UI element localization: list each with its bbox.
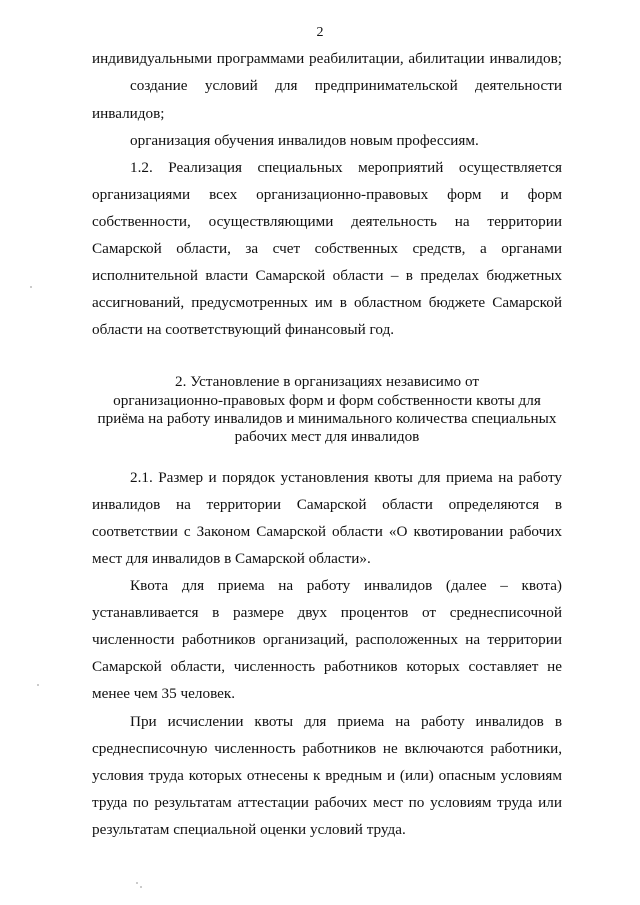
paragraph-line: устанавливается в размере двух процентов от среднесписочной (92, 604, 562, 621)
paragraph-line: результатам специальной оценки условий труда. (92, 821, 406, 838)
paragraph-line: труда по результатам аттестации рабочих мест по условиям труда или (92, 794, 562, 811)
paragraph-line: организациями всех организационно-правовых форм и форм (92, 186, 562, 203)
paragraph-line: соответствии с Законом Самарской области «О квотировании рабочих (92, 523, 562, 540)
paragraph-line: менее чем 35 человек. (92, 685, 236, 702)
paragraph-line: Самарской области, за счет собственных средств, а органами (92, 240, 562, 257)
scan-speck (140, 886, 142, 888)
paragraph-line: Квота для приема на работу инвалидов (далее – квота) (130, 577, 562, 594)
section-heading-line: 2. Установление в организациях независимо от (175, 373, 479, 390)
section-heading-line: рабочих мест для инвалидов (234, 428, 420, 445)
paragraph-line: При исчислении квоты для приема на работу инвалидов в (130, 713, 562, 730)
paragraph-line: области на соответствующий финансовый год. (92, 321, 395, 338)
paragraph-line: создание условий для предпринимательской деятельности (130, 77, 562, 94)
paragraph-line: 2.1. Размер и порядок установления квоты для приема на работу (130, 469, 562, 486)
scan-speck (37, 684, 39, 686)
paragraph-line: условия труда которых отнесены к вредным и (или) опасным условиям (92, 767, 562, 784)
paragraph-line: ассигнований, предусмотренных им в областном бюджете Самарской (92, 294, 562, 311)
paragraph-line: инвалидов на территории Самарской области определяются в (92, 496, 562, 513)
section-heading-line: приёма на работу инвалидов и минимального количества специальных (97, 410, 557, 427)
paragraph-line: исполнительной власти Самарской области – в пределах бюджетных (92, 267, 562, 284)
section-heading-line: организационно-правовых форм и форм собственности квоты для (113, 392, 541, 409)
paragraph-line: 1.2. Реализация специальных мероприятий осуществляется (130, 159, 562, 176)
paragraph-line: Самарской области, численность работников которых составляет не (92, 658, 562, 675)
paragraph-line: численности работников организаций, расположенных на территории (92, 631, 562, 648)
page-number: 2 (316, 25, 324, 40)
paragraph-line: собственности, осуществляющими деятельность на территории (92, 213, 562, 230)
scan-speck (30, 286, 32, 288)
paragraph-line: индивидуальными программами реабилитации, абилитации инвалидов; (92, 50, 562, 67)
paragraph-line: инвалидов; (92, 105, 165, 122)
scan-speck (136, 882, 138, 884)
paragraph-line: организация обучения инвалидов новым профессиям. (130, 132, 479, 149)
paragraph-line: мест для инвалидов в Самарской области». (92, 550, 371, 567)
paragraph-line: среднесписочную численность работников не включаются работники, (92, 740, 562, 757)
